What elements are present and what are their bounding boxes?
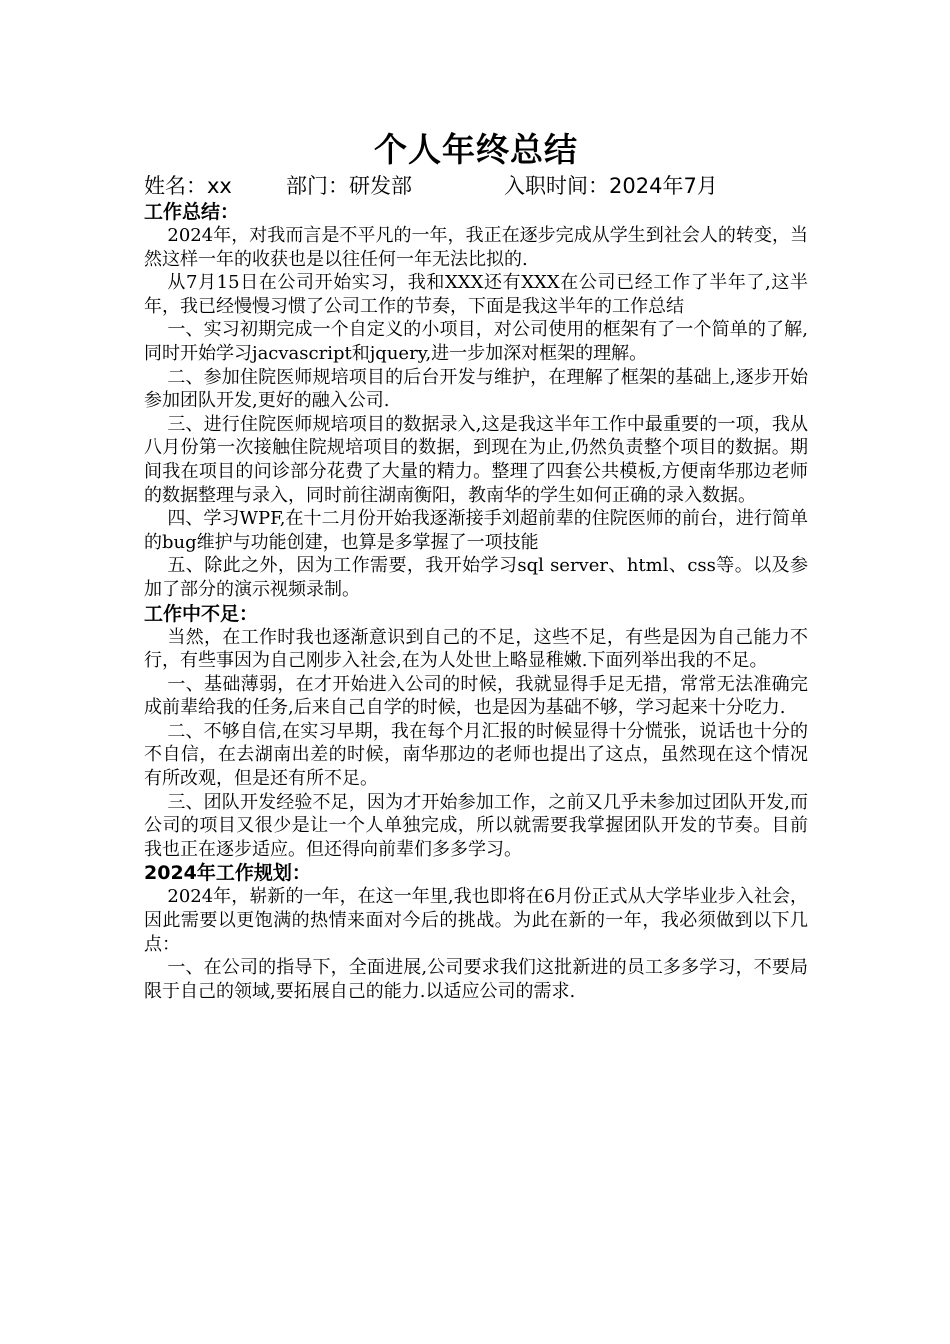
paragraph: 2024年，崭新的一年，在这一年里,我也即将在6月份正式从大学毕业步入社会，因此需要以更饱满的热情来面对今后的挑战。为此在新的一年，我必须做到以下几点： — [144, 886, 808, 955]
paragraph: 五、除此之外，因为工作需要，我开始学习sql server、html、css等。以及参加了部分的演示视频录制。 — [144, 555, 808, 600]
paragraph: 三、团队开发经验不足，因为才开始参加工作，之前又几乎未参加过团队开发,而公司的项目又很少是让一个人单独完成，所以就需要我掌握团队开发的节奏。目前我也正在逐步适应。但还得向前辈们多多学习。 — [144, 791, 808, 860]
document-page — [144, 128, 808, 1003]
meta-department: 部门：研发部 — [286, 174, 412, 198]
paragraph: 一、实习初期完成一个自定义的小项目，对公司使用的框架有了一个简单的了解,同时开始学习jacvascript和jquery,进一步加深对框架的理解。 — [144, 319, 808, 364]
paragraph: 二、参加住院医师规培项目的后台开发与维护，在理解了框架的基础上,逐步开始参加团队开发,更好的融入公司. — [144, 366, 808, 412]
paragraph: 一、基础薄弱，在才开始进入公司的时候，我就显得手足无措，常常无法准确完成前辈给我的任务,后来自己自学的时候，也是因为基础不够，学习起来十分吃力. — [144, 673, 808, 719]
section-work-plan — [144, 861, 808, 1003]
paragraph: 三、进行住院医师规培项目的数据录入,这是我这半年工作中最重要的一项，我从八月份第一次接触住院规培项目的数据，到现在为止,仍然负责整个项目的数据。期间我在项目的问诊部分花费了大量的精力。整理了四套公共模板,方便南华那边老师的数据整理与录入，同时前往湖南衡阳，教南华的学生如何正确的录入数据。 — [144, 413, 808, 506]
section-work-summary — [144, 200, 808, 602]
paragraph: 二、不够自信,在实习早期，我在每个月汇报的时候显得十分慌张，说话也十分的不自信，在去湖南出差的时候，南华那边的老师也提出了这点，虽然现在这个情况有所改观，但是还有所不足。 — [144, 720, 808, 790]
section-shortcomings — [144, 602, 808, 862]
section-heading: 工作总结： — [144, 201, 240, 223]
meta-line — [144, 172, 808, 200]
paragraph: 从7月15日在公司开始实习，我和XXX还有XXX在公司已经工作了半年了,这半年，我已经慢慢习惯了公司工作的节奏，下面是我这半年的工作总结 — [144, 272, 808, 317]
page-title: 个人年终总结 — [374, 130, 578, 169]
paragraph: 2024年，对我而言是不平凡的一年，我正在逐步完成从学生到社会人的转变，当然这样一年的收获也是以往任何一年无法比拟的. — [144, 225, 808, 270]
section-heading: 2024年工作规划： — [144, 862, 311, 885]
paragraph: 一、在公司的指导下，全面进展,公司要求我们这批新进的员工多多学习，不要局限于自己的领域,要拓展自己的能力.以适应公司的需求. — [144, 957, 808, 1002]
paragraph: 当然，在工作时我也逐渐意识到自己的不足，这些不足，有些是因为自己能力不行，有些事因为自己刚步入社会,在为人处世上略显稚嫩.下面列举出我的不足。 — [144, 626, 808, 672]
meta-join-date: 入职时间：2024年7月 — [504, 174, 718, 198]
section-heading: 工作中不足： — [144, 602, 259, 625]
paragraph: 四、学习WPF,在十二月份开始我逐渐接手刘超前辈的住院医师的前台，进行简单的bug维护与功能创建，也算是多掌握了一项技能 — [144, 508, 808, 553]
meta-name: 姓名：xx — [144, 174, 232, 198]
